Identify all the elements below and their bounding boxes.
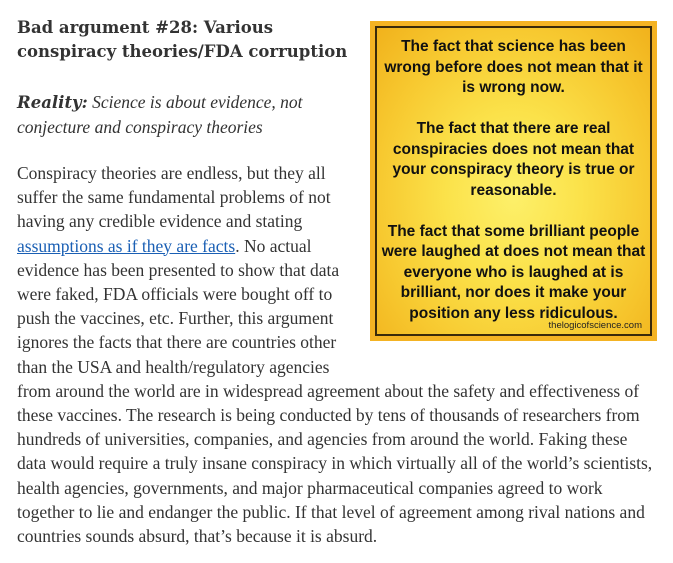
body-text-rest: . No actual evidence has been presented to show that data were faked, FDA officials were bought off to push the vaccines, etc. Further, this argument ignores the facts that there are countries other than the USA and health/regulatory agencies from around the world are in widespread agreement about the safety and effectiveness of these vaccines. The research is being conducted by tens of thousands of researchers from hundreds of universities, companies, and agencies from around the world. Faking these data would require a truly insane conspiracy in which virtually all of the world’s scientists, health agencies, governments, and major pharmaceutical companies agreed to work together to lie and endanger the public. If that level of agreement among rival nations and countries sounds absurd, that’s because it is absurd. bbox=[17, 235, 653, 547]
poster-image bbox=[370, 21, 657, 341]
reality-text: Science is about evidence, not conjecture and conspiracy theories bbox=[17, 92, 303, 137]
body-text-start: Conspiracy theories are endless, but they all suffer the same fundamental problems of not having any credible evidence and stating bbox=[17, 163, 331, 232]
poster-paragraph: The fact that science has been wrong before does not mean that it is wrong now. bbox=[384, 38, 643, 96]
poster-credit: thelogicofscience.com bbox=[548, 320, 642, 331]
assumptions-link[interactable]: assumptions as if they are facts bbox=[17, 235, 236, 256]
poster-paragraph: The fact that some brilliant people were laughed at does not mean that everyone who is laughed at is brilliant, nor does it make your position any less ridiculous. bbox=[381, 222, 646, 322]
reality-label: Reality: bbox=[17, 93, 88, 112]
poster-paragraph: The fact that there are real conspiracies does not mean that your conspiracy theory is true or reasonable. bbox=[392, 120, 635, 199]
reality-statement bbox=[17, 90, 357, 139]
section-heading: Bad argument #28: Various conspiracy theories/FDA corruption bbox=[17, 18, 348, 61]
poster-text bbox=[377, 37, 650, 345]
poster-panel bbox=[375, 26, 652, 336]
